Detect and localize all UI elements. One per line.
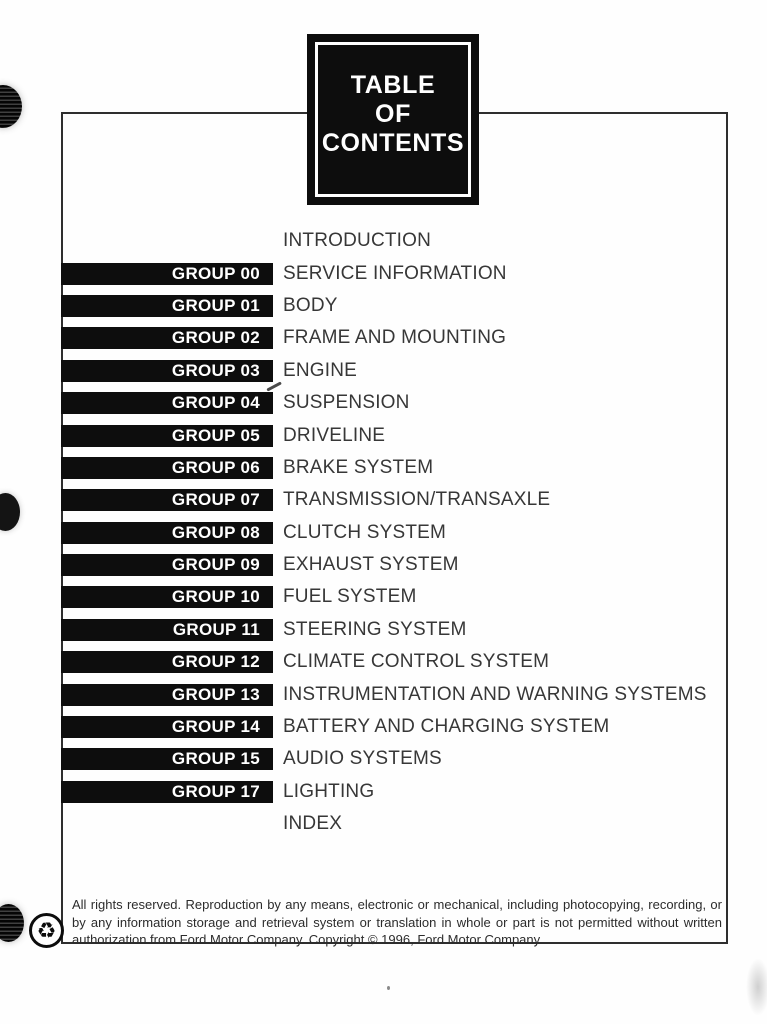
toc-row xyxy=(61,743,728,775)
row-title: INSTRUMENTATION AND WARNING SYSTEMS xyxy=(283,683,707,705)
toc-row xyxy=(61,290,728,322)
group-badge: GROUP 14 xyxy=(61,716,273,738)
toc-row xyxy=(61,581,728,613)
toc-row xyxy=(61,419,728,451)
row-title: INDEX xyxy=(283,813,343,835)
group-badge: GROUP 01 xyxy=(61,295,273,317)
scanner-smudge xyxy=(746,958,767,1016)
row-title: TRANSMISSION/TRANSAXLE xyxy=(283,489,551,511)
group-badge: GROUP 11 xyxy=(61,619,273,641)
row-title: DRIVELINE xyxy=(283,424,386,446)
group-badge: GROUP 17 xyxy=(61,781,273,803)
row-title: CLUTCH SYSTEM xyxy=(283,521,447,543)
row-title: INTRODUCTION xyxy=(283,230,432,252)
group-badge: GROUP 07 xyxy=(61,489,273,511)
toc-row xyxy=(61,355,728,387)
row-title: BATTERY AND CHARGING SYSTEM xyxy=(283,716,610,738)
group-badge: GROUP 06 xyxy=(61,457,273,479)
toc-row xyxy=(61,484,728,516)
row-title: SUSPENSION xyxy=(283,392,410,414)
toc-row xyxy=(61,322,728,354)
row-title: EXHAUST SYSTEM xyxy=(283,554,459,576)
copyright-notice: All rights reserved. Reproduction by any means, electronic or mechanical, including photocopying, recording, or by any information storage and retrieval system or translation in whole or part is not permitted without written authorization from Ford Motor Company. Copyright © 1996, Ford Motor Company xyxy=(72,897,722,948)
hole-punch-mark-middle xyxy=(0,493,20,531)
group-badge: GROUP 05 xyxy=(61,425,273,447)
group-badge: GROUP 03 xyxy=(61,360,273,382)
row-title: BRAKE SYSTEM xyxy=(283,456,434,478)
group-badge: GROUP 10 xyxy=(61,586,273,608)
title-line-3: CONTENTS xyxy=(321,129,465,157)
group-badge: GROUP 15 xyxy=(61,748,273,770)
group-badge: GROUP 08 xyxy=(61,522,273,544)
toc-rows xyxy=(61,225,728,840)
hole-punch-mark-bottom xyxy=(0,904,24,942)
toc-row xyxy=(61,387,728,419)
hole-punch-mark-top xyxy=(0,85,22,128)
toc-row xyxy=(61,711,728,743)
table-of-contents-box-inner xyxy=(315,42,471,197)
title-line-2: OF xyxy=(375,100,411,128)
row-title: LIGHTING xyxy=(283,780,375,802)
group-badge: GROUP 02 xyxy=(61,327,273,349)
toc-row xyxy=(61,452,728,484)
row-title: FUEL SYSTEM xyxy=(283,586,417,608)
group-badge: GROUP 09 xyxy=(61,554,273,576)
toc-row xyxy=(61,808,728,840)
row-title: STEERING SYSTEM xyxy=(283,618,467,640)
group-badge: GROUP 00 xyxy=(61,263,273,285)
toc-row xyxy=(61,517,728,549)
row-title: ENGINE xyxy=(283,359,358,381)
row-title: FRAME AND MOUNTING xyxy=(283,327,507,349)
toc-row xyxy=(61,257,728,289)
recycle-icon xyxy=(29,913,64,948)
group-badge: GROUP 04 xyxy=(61,392,273,414)
group-badge: GROUP 12 xyxy=(61,651,273,673)
title-line-1: TABLE xyxy=(350,71,436,99)
group-badge: GROUP 13 xyxy=(61,684,273,706)
row-title: CLIMATE CONTROL SYSTEM xyxy=(283,651,550,673)
row-title: BODY xyxy=(283,294,338,316)
recycle-glyph: ♻ xyxy=(36,917,57,943)
toc-row xyxy=(61,776,728,808)
row-title: SERVICE INFORMATION xyxy=(283,262,507,284)
stray-dot-artifact xyxy=(387,986,390,990)
toc-row xyxy=(61,646,728,678)
toc-row xyxy=(61,678,728,710)
toc-row xyxy=(61,225,728,257)
toc-row xyxy=(61,549,728,581)
toc-row xyxy=(61,614,728,646)
table-of-contents-box xyxy=(307,34,479,205)
row-title: AUDIO SYSTEMS xyxy=(283,748,442,770)
